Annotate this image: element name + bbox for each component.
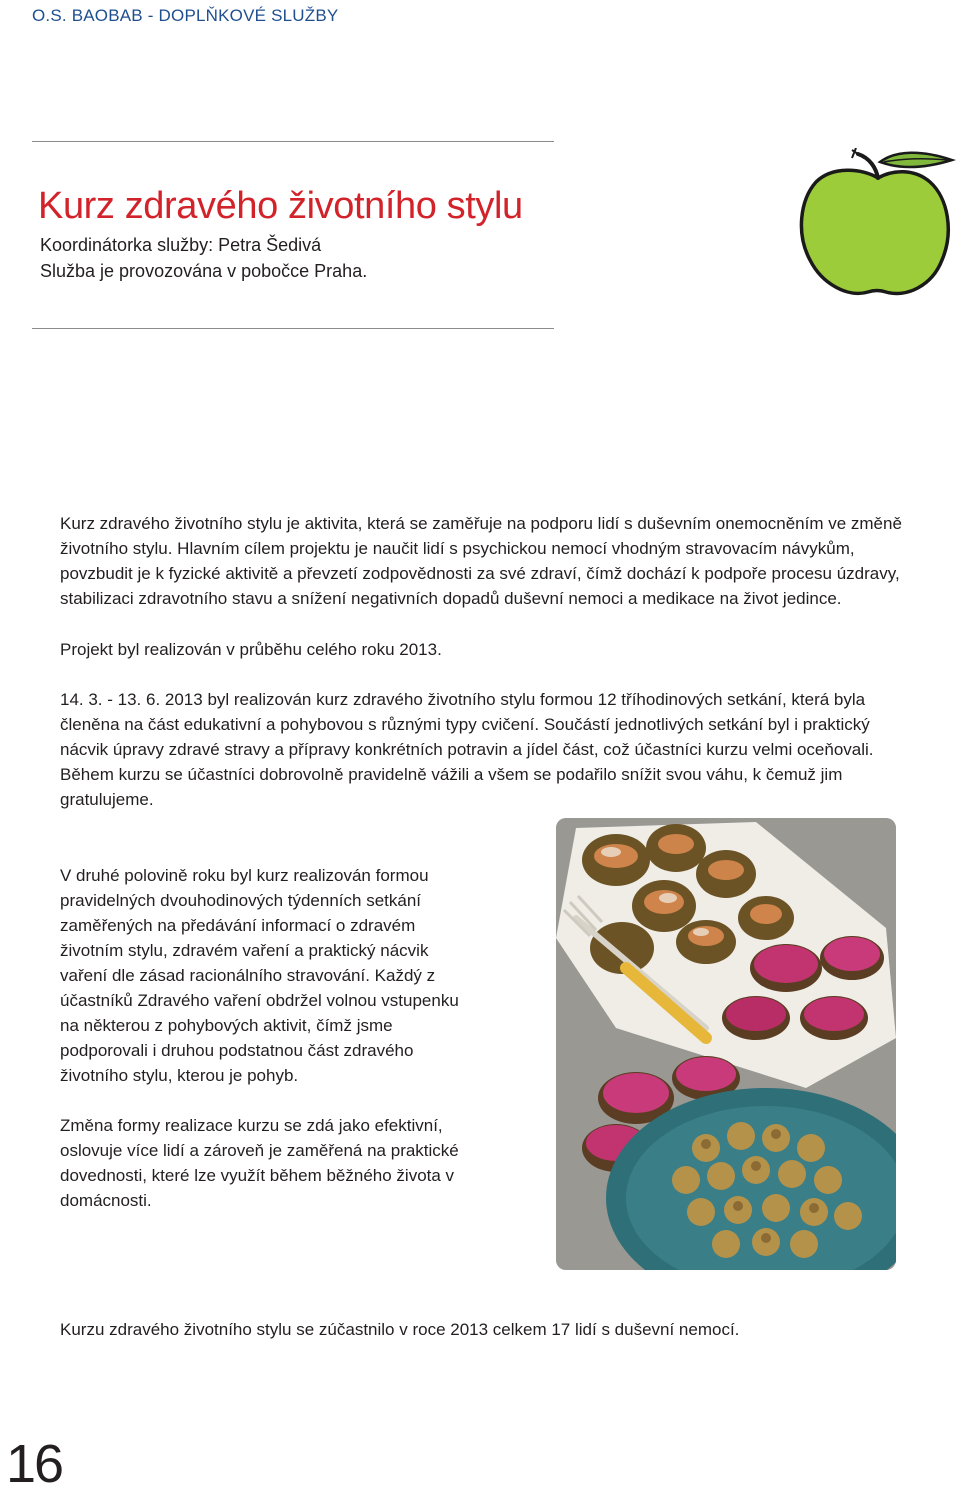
coordinator-line: Koordinátorka služby: Petra Šedivá [40,235,322,255]
page-number: 16 [6,1434,63,1494]
change-paragraph: Změna formy realizace kurzu se zdá jako efektivní, oslovuje více lidí a zároveň je zaměřená na praktické dovednosti, které lze využít během běžného života v domácnosti. [60,1116,459,1210]
intro-paragraph: Kurz zdravého životního stylu je aktivita, která se zaměřuje na podporu lidí s duševním onemocněním ve změně životního stylu. Hlavním cílem projektu je naučit lidí s psychickou nemocí vhodným stravovacím návykům, povzbudit je k fyzické aktivitě a převzetí zodpovědnosti za své zdraví, čímž dochází k podpoře procesu úzdravy, stabilizaci zdravotního stavu a snížení negativních dopadů duševní nemoci a medikace na život jedince. [60,514,902,608]
top-divider [32,141,554,142]
summary-paragraph: Kurzu zdravého životního stylu se zúčastnilo v roce 2013 celkem 17 lidí s duševní nemocí. [60,1320,740,1339]
food-photo [556,818,896,1270]
page-title: Kurz zdravého životního stylu [38,185,523,227]
second-half-paragraph: V druhé polovině roku byl kurz realizován formou pravidelných dvouhodinových týdenních setkání zaměřených na předávání informací o zdravém životním stylu, zdravém vaření a praktický nácvik vaření dle zásad racionálního stravování. Každý z účastníků Zdravého vaření obdržel volnou vstupenku na některou z pohybových aktivit, čímž jsme podporovali i druhou podstatnou část zdravého životního stylu, kterou je pohyb. [60,866,459,1085]
project-paragraph: Projekt byl realizován v průběhu celého roku 2013. [60,640,442,659]
section-header-label: O.S. BAOBAB - DOPLŇKOVÉ SLUŽBY [32,6,339,25]
apple-icon [792,148,960,300]
course-paragraph: 14. 3. - 13. 6. 2013 byl realizován kurz zdravého životního stylu formou 12 tříhodinových setkání, která byla členěna na část edukativní a pohybovou s různými typy cvičení. Součástí jednotlivých setkání byl i praktický nácvik úpravy zdravé stravy a přípravy konkrétních potravin a jídel část, což účastníci kurzu velmi oceňovali. Během kurzu se účastníci dobrovolně pravidelně vážili a všem se podařilo snížit svou váhu, k čemuž jim gratulujeme. [60,690,874,809]
bottom-divider [32,328,554,329]
location-line: Služba je provozována v pobočce Praha. [40,261,368,281]
